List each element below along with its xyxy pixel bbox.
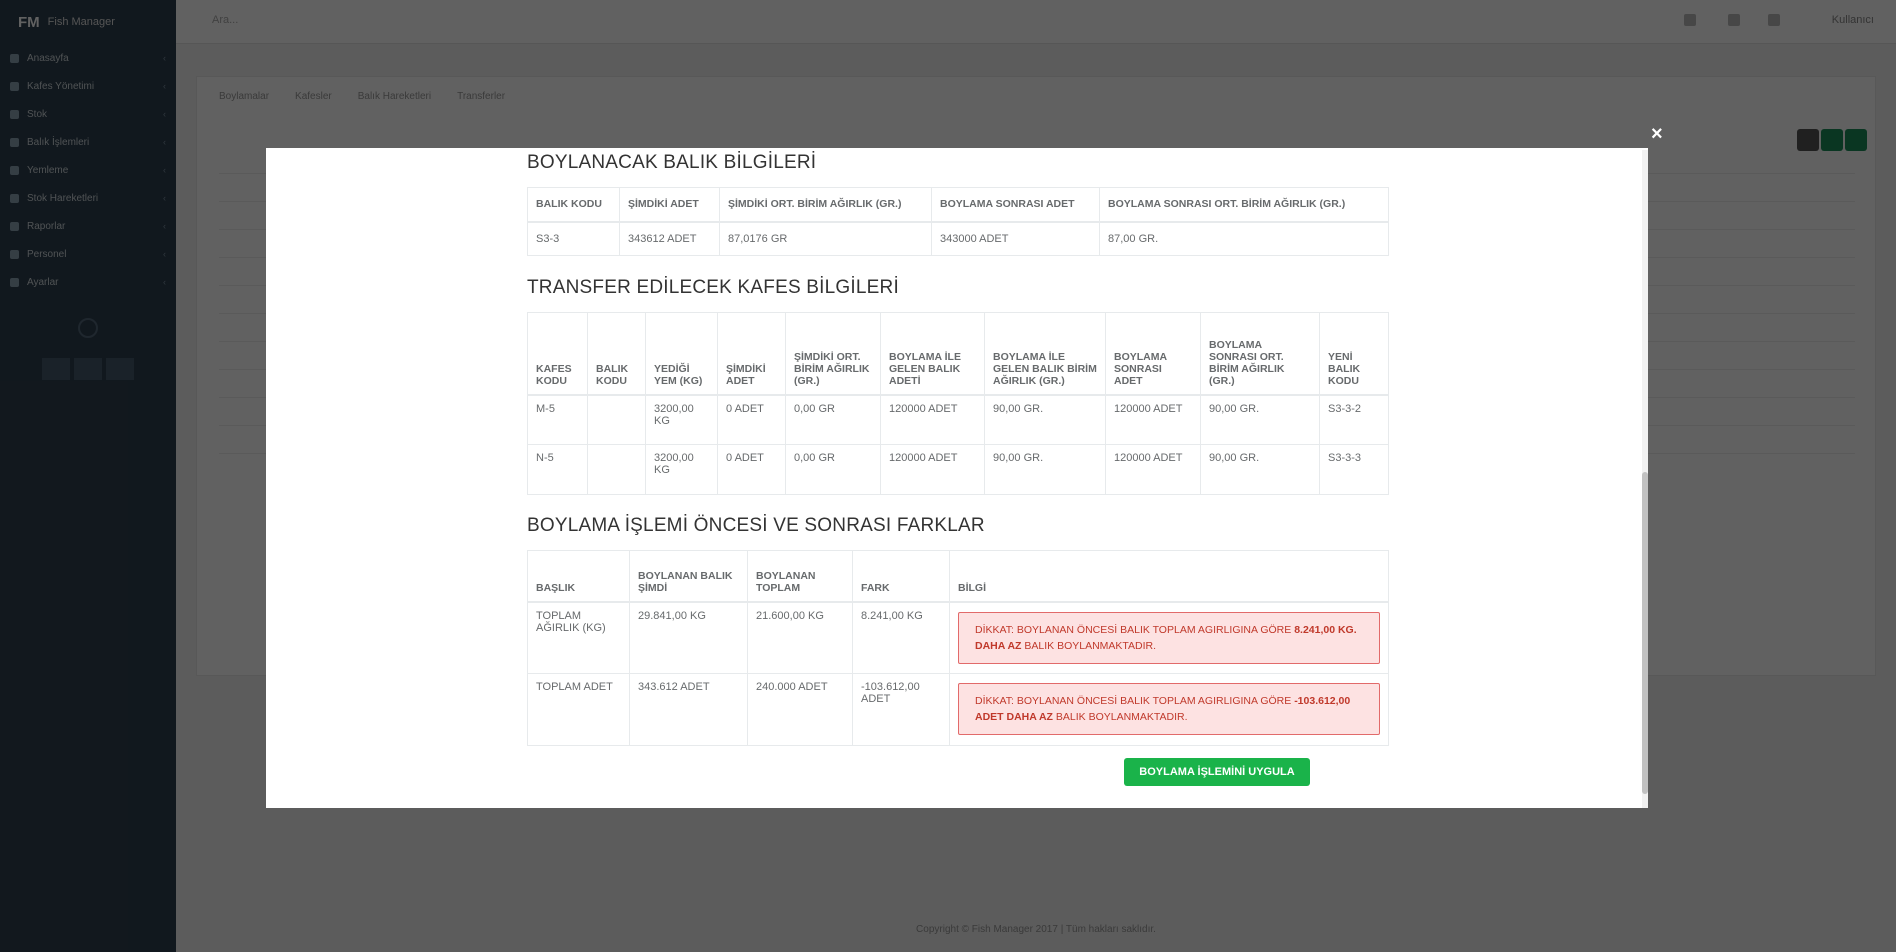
- table-cell: 343612 ADET: [620, 222, 720, 256]
- alert-text: DİKKAT: BOYLANAN ÖNCESİ BALIK TOPLAM AGIRLIGINA GÖRE: [975, 623, 1295, 636]
- table-cell: 0 ADET: [718, 395, 786, 445]
- table-cell: 0 ADET: [718, 445, 786, 495]
- table-header: BAŞLIK: [528, 551, 630, 602]
- close-icon[interactable]: ×: [1651, 123, 1663, 145]
- table-cell: 8.241,00 KG: [853, 602, 950, 674]
- table-header: KAFES KODU: [528, 313, 588, 395]
- table-header: YENİ BALIK KODU: [1320, 313, 1389, 395]
- table-header: ŞİMDİKİ ORT. BİRİM AĞIRLIK (GR.): [786, 313, 881, 395]
- table-cell: 0,00 GR: [786, 395, 881, 445]
- table-cell: 0,00 GR: [786, 445, 881, 495]
- table-cell: M-5: [528, 395, 588, 445]
- table-header: ŞİMDİKİ ADET: [620, 188, 720, 222]
- table-row: [528, 674, 1389, 746]
- warning-alert: [958, 683, 1380, 735]
- table-cell: 240.000 ADET: [748, 674, 853, 746]
- alert-highlight: -103.612,00 ADET DAHA AZ: [975, 695, 1351, 723]
- table-header: BOYLANAN BALIK ŞİMDİ: [630, 551, 748, 602]
- table-cell: N-5: [528, 445, 588, 495]
- alert-text: BALIK BOYLANMAKTADIR.: [1052, 711, 1188, 723]
- table-cell: S3-3-3: [1320, 445, 1389, 495]
- table-header: ŞİMDİKİ ADET: [718, 313, 786, 395]
- table-cell: 87,0176 GR: [720, 222, 932, 256]
- table-header: BOYLANAN TOPLAM: [748, 551, 853, 602]
- table-cell: 120000 ADET: [1106, 395, 1201, 445]
- cage-transfer-table: [527, 312, 1389, 495]
- table-cell: 3200,00 KG: [646, 445, 718, 495]
- table-cell: TOPLAM AĞIRLIK (KG): [528, 602, 630, 674]
- table-header: BOYLAMA SONRASI ORT. BİRİM AĞIRLIK (GR.): [1100, 188, 1389, 222]
- modal-scrollbar[interactable]: [1642, 150, 1648, 808]
- section-title-cage-info: TRANSFER EDİLECEK KAFES BİLGİLERİ: [527, 277, 899, 298]
- table-cell: S3-3-2: [1320, 395, 1389, 445]
- table-header: BOYLAMA SONRASI ORT. BİRİM AĞIRLIK (GR.): [1201, 313, 1320, 395]
- info-cell: [950, 602, 1389, 674]
- section-title-differences: BOYLAMA İŞLEMİ ÖNCESİ VE SONRASI FARKLAR: [527, 515, 985, 536]
- table-header: BOYLAMA SONRASI ADET: [1106, 313, 1201, 395]
- apply-sizing-button[interactable]: BOYLAMA İŞLEMİNİ UYGULA: [1124, 758, 1310, 786]
- table-header: BALIK KODU: [588, 313, 646, 395]
- table-cell: TOPLAM ADET: [528, 674, 630, 746]
- table-cell: 343.612 ADET: [630, 674, 748, 746]
- table-header: BİLGİ: [950, 551, 1389, 602]
- table-cell: 120000 ADET: [1106, 445, 1201, 495]
- table-cell: -103.612,00 ADET: [853, 674, 950, 746]
- table-row: [528, 445, 1389, 495]
- table-cell: 90,00 GR.: [985, 445, 1106, 495]
- table-cell: 90,00 GR.: [1201, 395, 1320, 445]
- alert-text: BALIK BOYLANMAKTADIR.: [1021, 639, 1157, 652]
- table-cell: 21.600,00 KG: [748, 602, 853, 674]
- table-header: BOYLAMA İLE GELEN BALIK ADETİ: [881, 313, 985, 395]
- table-cell: 90,00 GR.: [985, 395, 1106, 445]
- info-cell: [950, 674, 1389, 746]
- table-header: BALIK KODU: [528, 188, 620, 222]
- warning-alert: [958, 612, 1380, 664]
- table-header: FARK: [853, 551, 950, 602]
- table-cell: [588, 395, 646, 445]
- table-cell: 120000 ADET: [881, 445, 985, 495]
- table-cell: 87,00 GR.: [1100, 222, 1389, 256]
- table-row: [528, 222, 1389, 256]
- section-title-fish-info: BOYLANACAK BALIK BİLGİLERİ: [527, 152, 817, 173]
- table-header: ŞİMDİKİ ORT. BİRİM AĞIRLIK (GR.): [720, 188, 932, 222]
- table-cell: 343000 ADET: [932, 222, 1100, 256]
- scrollbar-thumb[interactable]: [1642, 472, 1648, 794]
- table-cell: 120000 ADET: [881, 395, 985, 445]
- table-header: BOYLAMA SONRASI ADET: [932, 188, 1100, 222]
- sizing-modal: [266, 148, 1648, 808]
- table-cell: S3-3: [528, 222, 620, 256]
- alert-text: DİKKAT: BOYLANAN ÖNCESİ BALIK TOPLAM AGIRLIGINA GÖRE: [975, 695, 1295, 707]
- table-cell: 90,00 GR.: [1201, 445, 1320, 495]
- alert-highlight: 8.241,00 KG. DAHA AZ: [975, 623, 1357, 652]
- table-header: YEDİĞİ YEM (KG): [646, 313, 718, 395]
- table-header: BOYLAMA İLE GELEN BALIK BİRİM AĞIRLIK (GR.): [985, 313, 1106, 395]
- fish-info-table: [527, 187, 1389, 256]
- table-cell: [588, 445, 646, 495]
- table-row: [528, 395, 1389, 445]
- table-cell: 29.841,00 KG: [630, 602, 748, 674]
- differences-table: [527, 550, 1389, 746]
- table-row: [528, 602, 1389, 674]
- table-cell: 3200,00 KG: [646, 395, 718, 445]
